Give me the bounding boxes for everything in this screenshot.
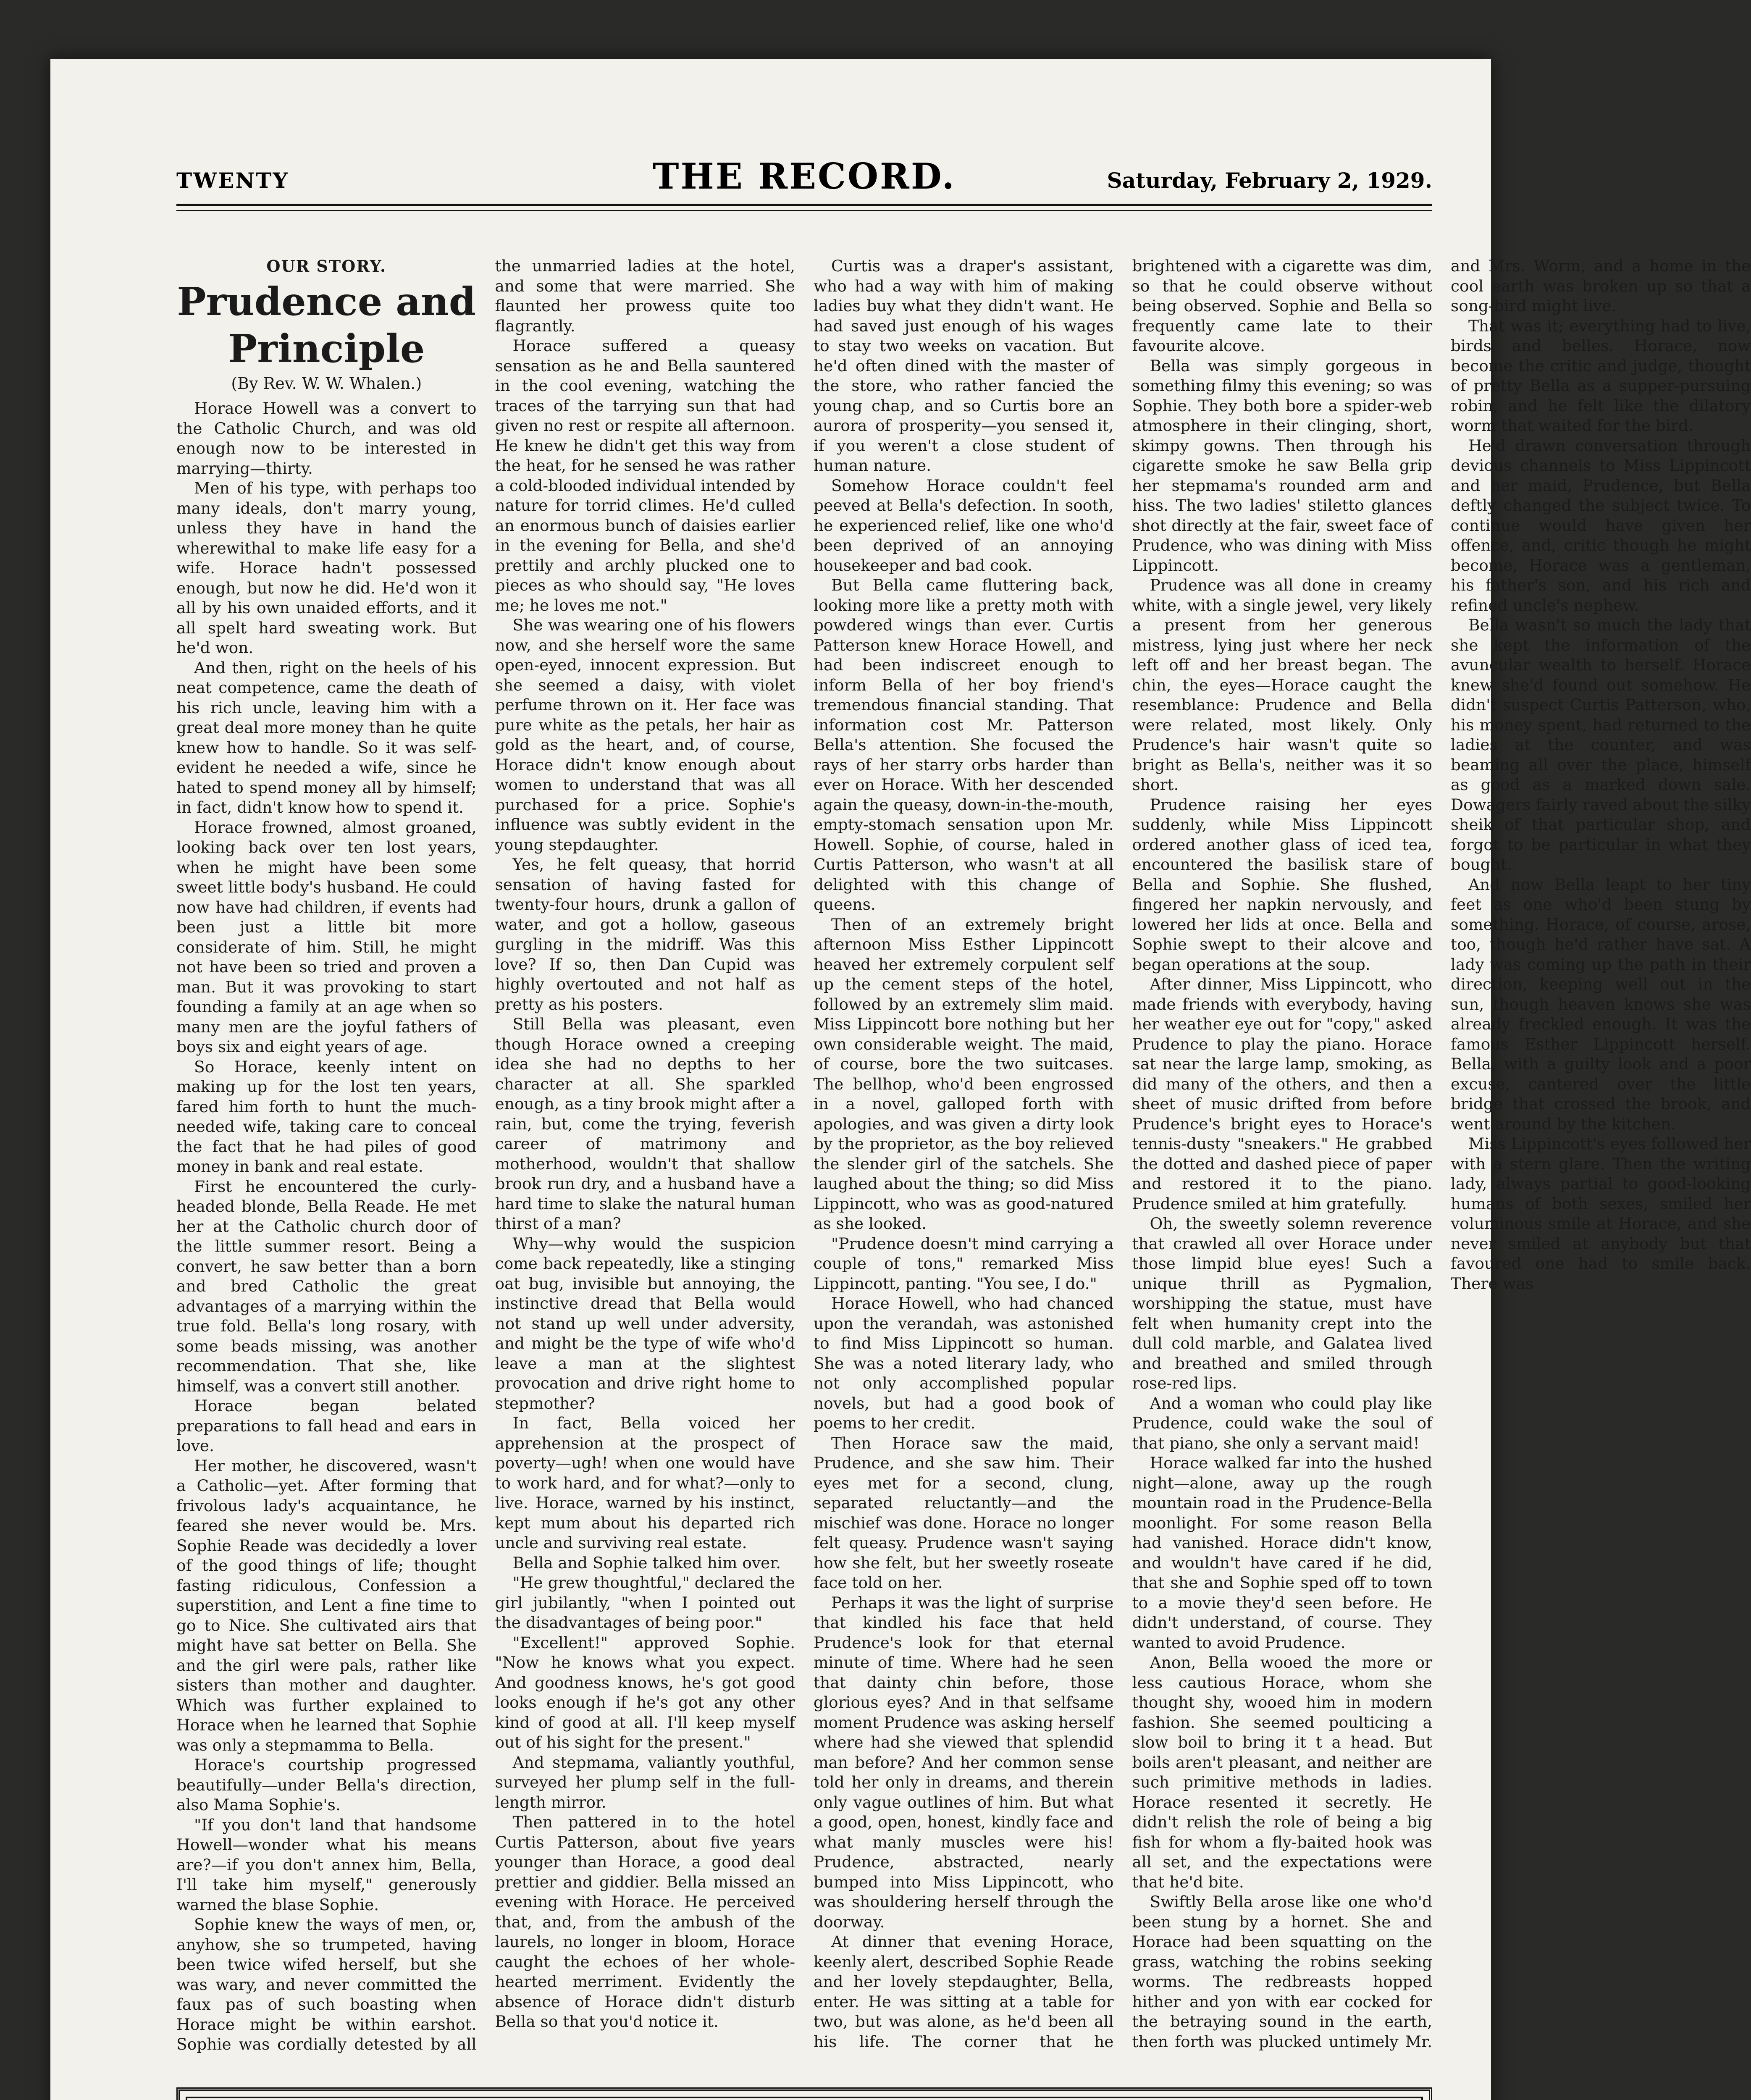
story-paragraph: But Bella came fluttering back, looking more like a pretty moth with powdered wings than ever. Curtis Patterson knew Horace Howell, and had been indiscreet enough to inform Bella of her boy friend's tremendous financial standing. That information cost Mr. Patterson Bella's attention. She focused the rays of her starry orbs harder than ever on Horace. With her descended again the queasy, down-in-the-mouth, empty-stomach sensation upon Mr. Howell. Sophie, of course, haled in Curtis Patterson, who wasn't at all delighted with this change of queens. — [814, 576, 1114, 914]
story-paragraph: Horace Howell, who had chanced upon the verandah, was astonished to find Miss Lippincott so human. She was a noted literary lady, who not only accomplished popular novels, but had a good book of poems to her credit. — [814, 1294, 1114, 1432]
story-kicker: OUR STORY. — [266, 257, 387, 276]
story-paragraph: Somehow Horace couldn't feel peeved at Bella's defection. In sooth, he experienced relief, like one who'd been deprived of an annoying housekeeper and bad cook. — [814, 476, 1114, 575]
story-paragraph: Prudence was all done in creamy white, with a single jewel, very likely a present from her generous mistress, lying just where her neck left off and her breast began. The chin, the eyes—Horace caught the resemblance: Prudence and Bella were related, most likely. Only Prudence's hair wasn't quite so bright as Bella's, neither was it so short. — [1132, 576, 1432, 794]
story-paragraph: Horace frowned, almost groaned, looking back over ten lost years, when he might have been some sweet little body's husband. He could now have had children, if events had been just a little bit more considerate of him. Still, he might not have been so tried and proven a man. But it was provoking to start founding a family at an age when so many men are the joyful fathers of boys six and eight years of age. — [176, 818, 477, 1056]
story-byline: (By Rev. W. W. Whalen.) — [231, 374, 422, 393]
story-paragraph: Bella and Sophie talked him over. — [512, 1553, 781, 1572]
story-body — [176, 256, 1751, 2066]
story-paragraph: After dinner, Miss Lippincott, who made friends with everybody, having her weather eye out for "copy," asked Prudence to play the piano. Horace sat near the large lamp, smoking, as did many of the others, and then a sheet of music drifted from before Prudence's bright eyes to Horace's tennis-dusty "sneakers." He grabbed the dotted and dashed piece of paper and restored it to the piano. Prudence smiled at him gratefully. — [1132, 975, 1432, 1213]
story-paragraph: That was it; everything had to live, birds and belles. Horace, now become the critic and judge, thought of pretty Bella as a supper-pursuing robin, and he felt like the dilatory worm that waited for the bird. — [1451, 316, 1751, 435]
story-paragraph: Her mother, he discovered, wasn't a Catholic—yet. After forming that frivolous lady's acquaintance, he feared she never would be. Mrs. Sophie Reade was decidedly a lover of the good things of life; thought fasting ridiculous, Confession a superstition, and Lent a fine time to go to Nice. She cultivated airs that might have sat better on Bella. She and the girl were pals, rather like sisters than mother and daughter. Which was further explained to Horace when he learned that Sophie was only a stepmamma to Bella. — [176, 1456, 477, 1754]
story-paragraph: And stepmama, valiantly youthful, surveyed her plump self in the full-length mirror. — [495, 1753, 795, 1811]
story-paragraph: Then of an extremely bright afternoon Miss Esther Lippincott heaved her extremely corpulent self up the cement steps of the hotel, followed by an extremely slim maid. Miss Lippincott bore nothing but her own considerable weight. The maid, of course, bore the two suitcases. The bellhop, who'd been engrossed in a novel, galloped forth with apologies, and was given a dirty look by the proprietor, as the boy relieved the slender girl of the satchels. She laughed about the thing; so did Miss Lippincott, who was as good-natured as she looked. — [814, 915, 1114, 1233]
story-paragraph: "He grew thoughtful," declared the girl jubilantly, "when I pointed out the disadvantages of being poor." — [495, 1573, 795, 1632]
story-paragraph: And a woman who could play like Prudence, could wake the soul of that piano, she only a servant maid! — [1132, 1394, 1432, 1452]
story-paragraph: Men of his type, with perhaps too many ideals, don't marry young, unless they have in hand the wherewithal to make life easy for a wife. Horace hadn't possessed enough, but now he did. He'd won it all by his own unaided efforts, and it all spelt hard sweating work. But he'd won. — [176, 479, 477, 657]
story-paragraph: Oh, the sweetly solemn reverence that crawled all over Horace under those limpid blue eyes! Such a unique thrill as Pygmalion, worshipping the statue, must have felt when humanity crept into the dull cold marble, and Galatea lived and breathed and smiled through rose-red lips. — [1132, 1214, 1432, 1392]
story-paragraph: So Horace, keenly intent on making up for the lost ten years, fared him forth to hunt the much-needed wife, taking care to conceal the fact that he had piles of good money in bank and real estate. — [176, 1057, 477, 1176]
hibernian-society-advert — [176, 2087, 1432, 2100]
story-paragraph: At dinner that evening Horace, keenly alert, described Sophie Reade and her lovely stepdaughter, Bella, enter. He was sitting at a table for two, but was alone, as he'd been all his life. The corner that he brightened with a cigarette was dim, so that he could observe without being observed. Sophie and Bella so frequently came late to their favourite alcove. — [814, 257, 1432, 2051]
story-paragraph: She was wearing one of his flowers now, and she herself wore the same open-eyed, innocent expression. But she seemed a daisy, with violet perfume thrown on it. Her face was pure white as the petals, her hair as gold as the heart, and, of course, Horace didn't know enough about women to understand that was all purchased for a price. Sophie's influence was subtly evident in the young stepdaughter. — [495, 616, 795, 854]
story-paragraph: Then pattered in to the hotel Curtis Patterson, about five years younger than Horace, a good deal prettier and giddier. Bella missed an evening with Horace. He perceived that, and, from the ambush of the laurels, no longer in bloom, Horace caught the echoes of her whole-hearted merriment. Evidently the absence of Horace didn't disturb Bella so that you'd notice it. — [495, 1813, 795, 2031]
story-paragraph: In fact, Bella voiced her apprehension at the prospect of poverty—ugh! when one would have to work hard, and for what?—only to live. Horace, warned by his instinct, kept mum about his departed rich uncle and surviving real estate. — [495, 1414, 795, 1552]
story-paragraph: Still Bella was pleasant, even though Horace owned a creeping idea she had no depths to her character at all. She sparkled enough, as a tiny brook might after a rain, but, come the trying, feverish career of matrimony and motherhood, wouldn't that shallow brook run dry, and a husband have a hard time to slake the natural human thirst of a man? — [495, 1015, 795, 1233]
story-paragraph: Curtis was a draper's assistant, who had a way with him of making ladies buy what they didn't want. He had saved just enough of his wages to stay two weeks on vacation. But he'd often dined with the master of the store, who rather fancied the young chap, and so Curtis bore an aurora of prosperity—you sensed it, if you weren't a close student of human nature. — [814, 257, 1114, 475]
story-paragraph: Bella wasn't so much the lady that she kept the information of the avuncular wealth to herself. Horace knew she'd found out somehow. He didn't suspect Curtis Patterson, who, his money spent, had returned to the ladies at the counter, and was beaming all over the place, himself as good as a marked down sale. Dowagers fairly raved about the silky sheik of that particular shop, and forgot to be particular in what they bought. — [1451, 616, 1751, 874]
story-paragraph: Anon, Bella wooed the more or less cautious Horace, whom she thought shy, wooed him in modern fashion. She seemed poulticing a slow boil to bring it t a head. But boils aren't pleasant, and neither are such primitive methods in ladies. Horace resented it secretly. He didn't relish the role of being a big fish for whom a fly-baited hook was all set, and the expectations were that he'd bite. — [1132, 1653, 1432, 1891]
story-paragraph: Bella was simply gorgeous in something filmy this evening; so was Sophie. They both bore a spider-web atmosphere in their clinging, short, skimpy gowns. Then through his cigarette smoke he saw Bella grip her stepmama's rounded arm and hiss. The two ladies' stiletto glances shot directly at the fair, sweet face of Prudence, who was dining with Miss Lippincott. — [1132, 356, 1432, 575]
story-paragraph: Perhaps it was the light of surprise that kindled his face that held Prudence's look for that eternal minute of time. Where had he seen that dainty chin before, those glorious eyes? And in that selfsame moment Prudence was asking herself where had she viewed that splendid man before? And her common sense told her only in dreams, and therein only vague outlines of him. But what a good, open, honest, kindly face and what manly muscles were his! Prudence, abstracted, nearly bumped into Miss Lippincott, who was shouldering herself through the doorway. — [814, 1593, 1114, 1931]
story-paragraph: Why—why would the suspicion come back repeatedly, like a stinging oat bug, invisible but annoying, the instinctive dread that Bella would not stand up well under adversity, and might be the type of wife who'd leave a man at the slightest provocation and drive right home to stepmother? — [495, 1234, 795, 1412]
story-paragraph: "Excellent!" approved Sophie. "Now he knows what you expect. And goodness knows, he's got good looks enough if he's got any other kind of good at all. I'll keep myself out of his sight for the present." — [495, 1633, 795, 1751]
masthead-rule-thick — [176, 204, 1432, 206]
story-paragraph: Swiftly Bella arose like one who'd been stung by a hornet. She and Horace had been squatting on the grass, watching the robins seeking worms. The redbreasts hopped hither and yon with ear cocked for the betraying sound in the earth, then forth was plucked untimely Mr. and Mrs. Worm, and a home in the cool earth was broken up so that a song-bird might live. — [1132, 257, 1751, 2051]
story-paragraph: Horace walked far into the hushed night—alone, away up the rough mountain road in the Prudence-Bella moonlight. For some reason Bella had vanished. Horace didn't know, and wouldn't have cared if he did, that she and Sophie sped off to town to a movie they'd seen before. He didn't understand, of course. They wanted to avoid Prudence. — [1132, 1454, 1432, 1652]
masthead-rule-thin — [176, 210, 1432, 211]
masthead — [176, 155, 1432, 197]
story-paragraph: Horace suffered a queasy sensation as he and Bella sauntered in the cool evening, watching the traces of the tarrying sun that had given no rest or respite all afternoon. He knew he didn't get this way from the heat, for he sensed he was rather a cold-blooded individual intended by nature for torrid climes. He'd culled an enormous bunch of daisies earlier in the evening for Bella, and she'd prettily and archly plucked one to pieces as who should say, "He loves me; he loves me not." — [495, 336, 795, 614]
story-paragraph: He'd drawn conversation through devious channels to Miss Lippincott and her maid, Prudence, but Bella deftly changed the subject twice. To continue would have given her offence, and, critic though he might become, Horace was a gentleman, his father's son, and his rich and refined uncle's nephew. — [1451, 436, 1751, 614]
story-paragraph: Prudence raising her eyes suddenly, while Miss Lippincott ordered another glass of iced tea, encountered the basilisk stare of Bella and Sophie. She flushed, fingered her napkin nervously, and lowered her lids at once. Bella and Sophie swept to their alcove and began operations at the soup. — [1132, 795, 1432, 974]
story-paragraph: First he encountered the curly-headed blonde, Bella Reade. He met her at the Catholic church door of the little summer resort. Being a convert, he saw better than a born and bred Catholic the great advantages of a marrying within the true fold. Bella's long rosary, with some beads missing, was another recommendation. That she, like himself, was a convert still another. — [176, 1177, 477, 1395]
story-paragraph: And then, right on the heels of his neat competence, came the death of his rich uncle, leaving him with a great deal more money than he quite knew how to handle. So it was self-evident he needed a wife, since he hated to spend money all by himself; in fact, didn't know how to spend it. — [176, 658, 477, 816]
newspaper-page — [50, 59, 1751, 2100]
story-columns — [176, 256, 1751, 2066]
story-title: Prudence and Principle — [177, 278, 476, 371]
advert-inner-border — [186, 2097, 1423, 2100]
story-paragraph: Sophie knew the ways of men, or, anyhow, she so trumpeted, having been twice wifed herself, but she was wary, and never committed the faux pas of such boasting when Horace might be within earshot. Sophie was cordially detested by all the unmarried ladies at the hotel, and some that were married. She flaunted her prowess quite too flagrantly. — [176, 257, 795, 2053]
story-paragraph: Horace's courtship progressed beautifully—under Bella's direction, also Mama Sophie's. — [176, 1756, 477, 1814]
story-paragraph: Yes, he felt queasy, that horrid sensation of having fasted for twenty-four hours, drunk a gallon of water, and got a hollow, gaseous gurgling in the midriff. Was this love? If so, then Dan Cupid was highly overtouted and not half as pretty as his posters. — [495, 855, 795, 1013]
story-paragraph: Then Horace saw the maid, Prudence, and she saw him. Their eyes met for a second, clung, separated reluctantly—and the mischief was done. Horace no longer felt queasy. Prudence wasn't saying how she felt, but her sweetly roseate face told on her. — [814, 1433, 1114, 1592]
paper-title: THE RECORD. — [653, 155, 956, 197]
story-paragraph: And now Bella leapt to her tiny feet as one who'd been stung by something. Horace, of course, arose, too, though he'd rather have sat. A lady was coming up the path in their direction, keeping well out in the sun, though heaven knows she was already freckled enough. It was the famous Esther Lippincott herself. Bella, with a guilty look and a poor excuse, cantered over the little bridge that crossed the brook, and went around by the kitchen. — [1451, 875, 1751, 1133]
story-paragraph: "If you don't land that handsome Howell—wonder what his means are?—if you don't annex him, Bella, I'll take him myself," generously warned the blase Sophie. — [176, 1815, 477, 1914]
story-paragraph: Miss Lippincott's eyes followed her with a stern glare. Then the writing lady, always partial to good-looking humans of both sexes, smiled her voluminous smile at Horace, and she never smiled at anybody but that favoured one had to smile back. There was — [1451, 1134, 1751, 1293]
page-number: TWENTY — [176, 168, 289, 193]
story-paragraph: Horace began belated preparations to fall head and ears in love. — [176, 1396, 477, 1455]
story-paragraph: "Prudence doesn't mind carrying a couple of tons," remarked Miss Lippincott, panting. "You see, I do." — [814, 1234, 1114, 1293]
issue-date: Saturday, February 2, 1929. — [1107, 168, 1432, 193]
story-paragraph: Horace Howell was a convert to the Catholic Church, and was old enough now to be interested in marrying—thirty. — [176, 399, 477, 478]
